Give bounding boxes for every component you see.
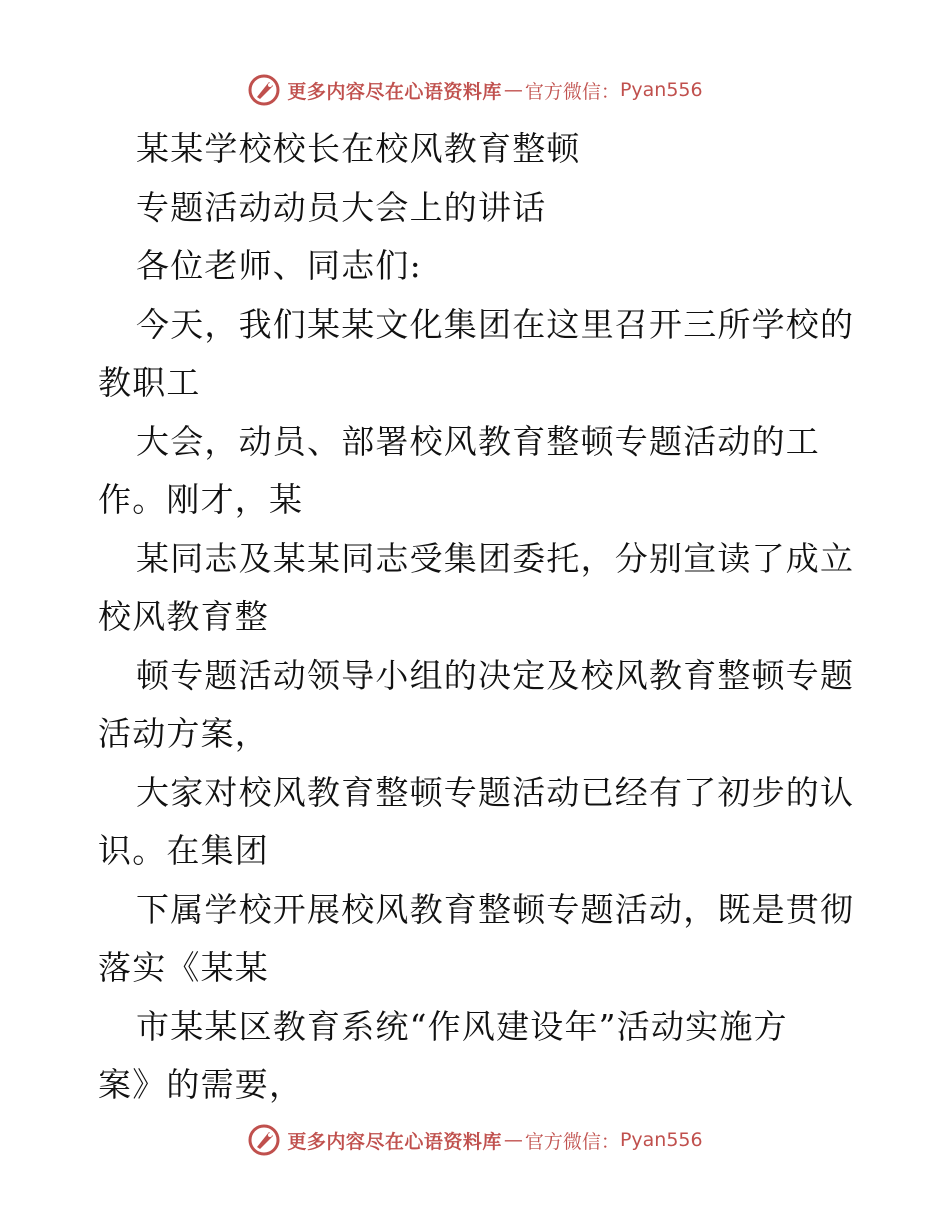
text-line: 某同志及某某同志受集团委托，分别宣读了成立 <box>136 538 855 578</box>
watermark-wechat-id: Pyan556 <box>619 79 703 101</box>
pen-nib-logo-icon <box>247 1123 281 1157</box>
text-line: 大会，动员、部署校风教育整顿专题活动的工 <box>136 421 820 461</box>
text-line: 校风教育整 <box>98 597 269 636</box>
text-line: 顿专题活动领导小组的决定及校风教育整顿专题 <box>136 655 855 695</box>
pen-nib-logo-icon <box>247 73 281 107</box>
title-line-2: 专题活动动员大会上的讲话 <box>136 187 547 227</box>
text-line: 案》的需要， <box>98 1065 304 1104</box>
text-line: 识。在集团 <box>98 831 269 870</box>
text-line: 教职工 <box>98 363 201 402</box>
watermark-wechat-label: 官方微信： <box>524 80 620 103</box>
text-line: 落实《某某 <box>98 948 269 987</box>
watermark-wechat-label: 官方微信： <box>524 1130 620 1153</box>
watermark-separator: — <box>503 1129 523 1151</box>
watermark-separator: — <box>503 79 523 101</box>
text-line: 作。刚才，某 <box>98 480 304 519</box>
title-line-1: 某某学校校长在校风教育整顿 <box>136 129 581 168</box>
footer-watermark <box>0 1120 950 1160</box>
header-watermark <box>0 70 950 110</box>
watermark-wechat-id: Pyan556 <box>619 1129 703 1151</box>
watermark-main-text: 更多内容尽在心语资料库 <box>287 80 502 103</box>
text-line: 活动方案， <box>98 714 269 753</box>
text-line: 今天，我们某某文化集团在这里召开三所学校的 <box>136 304 855 344</box>
document-body <box>98 120 858 1115</box>
watermark-main-text: 更多内容尽在心语资料库 <box>287 1130 502 1153</box>
text-line: 市某某区教育系统“作风建设年”活动实施方 <box>136 1006 788 1046</box>
text-line: 大家对校风教育整顿专题活动已经有了初步的认 <box>136 772 855 812</box>
text-line: 下属学校开展校风教育整顿专题活动，既是贯彻 <box>136 889 855 929</box>
salutation: 各位老师、同志们: <box>136 246 422 285</box>
